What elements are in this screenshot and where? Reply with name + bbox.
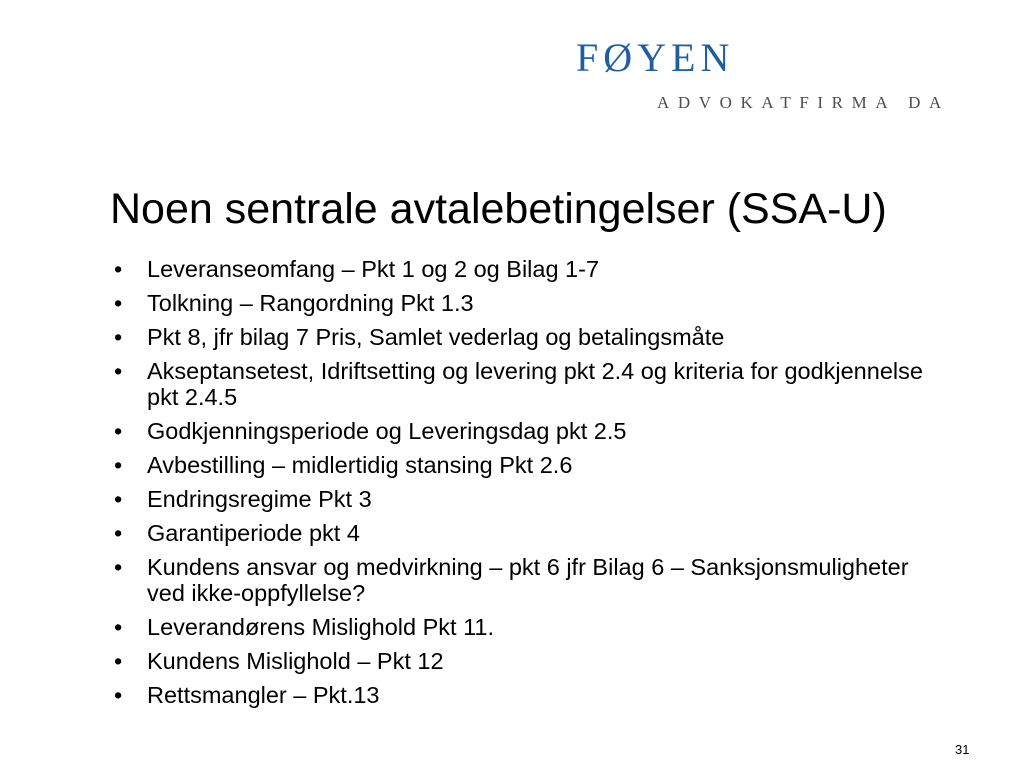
bullet-item: • Endringsregime Pkt 3 — [110, 486, 950, 512]
bullet-item: • Rettsmangler – Pkt.13 — [110, 682, 950, 708]
bullet-list — [110, 256, 950, 716]
bullet-item: • Kundens ansvar og medvirkning – pkt 6 jfr Bilag 6 – Sanksjonsmuligheter ved ikke-oppfyllelse? — [110, 554, 950, 606]
company-logo — [0, 0, 1024, 130]
bullet-item: • Leverandørens Mislighold Pkt 11. — [110, 614, 950, 640]
bullet-item: • Pkt 8, jfr bilag 7 Pris, Samlet vederlag og betalingsmåte — [110, 324, 950, 350]
page-number: 31 — [955, 742, 970, 757]
bullet-item: • Kundens Mislighold – Pkt 12 — [110, 648, 950, 674]
bullet-item: • Akseptansetest, Idriftsetting og levering pkt 2.4 og kriteria for godkjennelse pkt 2.4.5 — [110, 358, 950, 410]
logo-subtitle: ADVOKATFIRMA DA — [657, 93, 950, 112]
bullet-item: • Tolkning – Rangordning Pkt 1.3 — [110, 290, 950, 316]
bullet-item: • Garantiperiode pkt 4 — [110, 520, 950, 546]
bullet-item: • Leveranseomfang – Pkt 1 og 2 og Bilag 1-7 — [110, 256, 950, 282]
slide-title: Noen sentrale avtalebetingelser (SSA-U) — [110, 185, 887, 233]
bullet-item: • Godkjenningsperiode og Leveringsdag pkt 2.5 — [110, 418, 950, 444]
bullet-item: • Avbestilling – midlertidig stansing Pkt 2.6 — [110, 452, 950, 478]
logo-name: FØYEN — [576, 35, 735, 80]
